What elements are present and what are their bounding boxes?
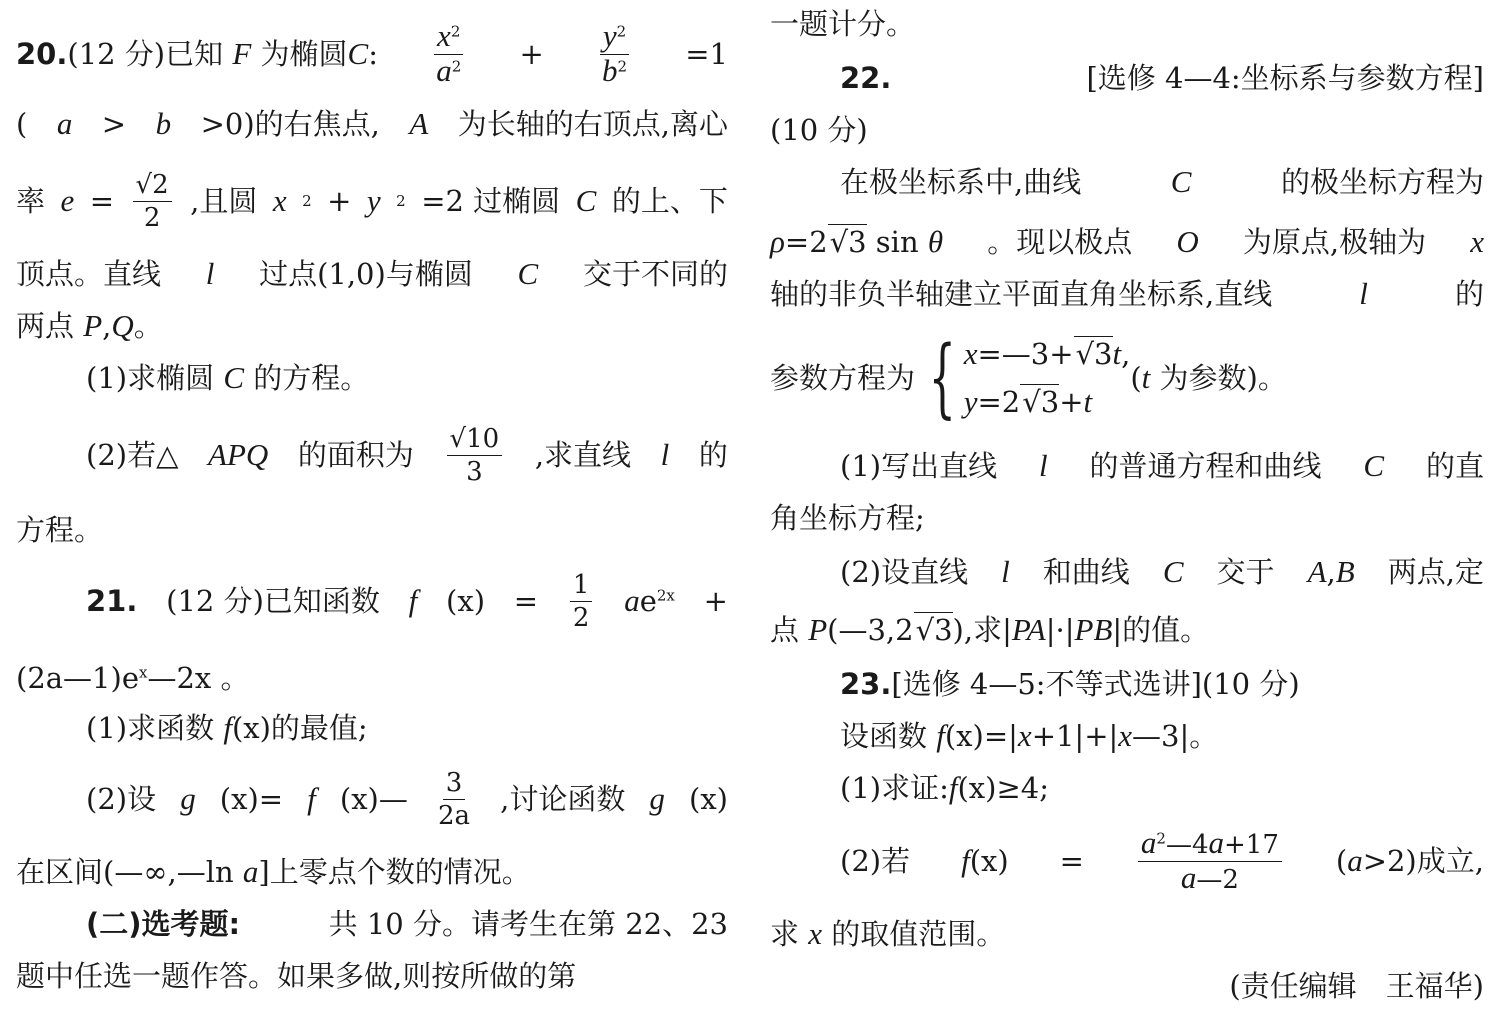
fraction-3-over-2a: $\frac{3}{2a}$	[437, 767, 471, 831]
q22-number: 22.	[840, 61, 892, 95]
fraction-sqrt2-over-2: $\frac{√2}{2}$	[133, 169, 172, 234]
q21-number: 21.	[86, 584, 138, 618]
q22-part-1-cont: 角坐标方程;	[770, 501, 925, 535]
q23-number: 23.	[840, 667, 892, 701]
q20-part-2-cont: 方程。	[16, 513, 104, 547]
selection-heading: (二)选考题: 共 10 分。请考生在第 22、23	[86, 907, 728, 941]
q20-line-5: 两点 P,Q。	[16, 308, 163, 343]
q21-part-2: (2)设 g (x)= f (x)— $\frac{3}{2a}$ ,讨论函数 g (x)	[86, 767, 728, 831]
q20-line-3: 率 e = $\frac{√2}{2}$ ,且圆 x 2 + y 2 =2 过椭圆 C 的上、下	[16, 169, 728, 233]
fraction-1-over-2: $\frac{1}{2}$	[570, 569, 593, 634]
selection-line-3: 一题计分。	[770, 7, 916, 41]
q21-part-1: (1)求函数 f(x)的最值;	[86, 710, 368, 745]
fraction-sqrt10-over-3: $\frac{√10}{3}$	[447, 423, 503, 488]
editor-credit: (责任编辑 王福华)	[1229, 969, 1484, 1003]
q22-line-4: 参数方程为 { x=—3+√3t, y=2√3+t (t 为参数)。	[770, 328, 1287, 428]
q23-part-2-cont: 求 x 的取值范围。	[770, 916, 1006, 951]
q21-part-2-cont: 在区间(—∞,—ln a]上零点个数的情况。	[16, 854, 531, 889]
q20-line-4: 顶点。直线 l 过点(1,0)与椭圆 C 交于不同的	[16, 256, 728, 291]
q20-number: 20.	[16, 37, 68, 71]
q20-part-2: (2)若△ APQ 的面积为 $\frac{√10}{3}$ ,求直线 l 的	[86, 423, 728, 487]
q20-part-1: (1)求椭圆 C 的方程。	[86, 360, 370, 395]
q23-heading: 23.[选修 4—5:不等式选讲](10 分)	[840, 667, 1300, 701]
fraction-x2-a2: $\frac{x^2}{a^2}$	[433, 20, 464, 89]
q22-line-1: 在极坐标系中,曲线 C 的极坐标方程为	[840, 164, 1484, 199]
q21-line-2: $(2a—1)e^x—2x$ 。	[16, 661, 250, 695]
q22-line-3: 轴的非负半轴建立平面直角坐标系,直线 l 的	[770, 276, 1484, 311]
q22-part-2-cont: 点 P(—3,2√3),求|PA|·|PB|的值。	[770, 612, 1210, 647]
fraction-quadratic: $\frac{a^2—4a+17}{a—2}$	[1138, 827, 1282, 896]
q22-part-1: (1)写出直线 l 的普通方程和曲线 C 的直	[840, 448, 1484, 483]
q21-line-1: 21. (12 分)已知函数 f (x) = $\frac{1}{2}$ $ae^{2x}$ +	[86, 569, 728, 633]
q22-line-2: ρ=2√3 sin θ 。现以极点 O 为原点,极轴为 x	[770, 224, 1484, 259]
q23-part-1: (1)求证:f(x)≥4;	[840, 770, 1049, 805]
q23-part-2: (2)若 f(x) = $\frac{a^2—4a+17}{a—2}$ (a>2)成立,	[840, 824, 1484, 895]
fraction-y2-b2: $\frac{y^2}{b^2}$	[599, 20, 630, 89]
q22-part-2: (2)设直线 l 和曲线 C 交于 A,B 两点,定	[840, 554, 1484, 589]
q20-line-1: 20.(12 分)已知 F 为椭圆C: $\frac{x^2}{a^2}$ + $\frac{y^2}{b^2}$ =1	[16, 17, 728, 88]
parametric-system: { x=—3+√3t, y=2√3+t	[928, 328, 1131, 428]
q22-points: (10 分)	[770, 113, 868, 147]
q22-heading: 22. [选修 4—4:坐标系与参数方程]	[840, 58, 1484, 98]
selection-line-2: 题中任选一题作答。如果多做,则按所做的第	[16, 959, 577, 993]
q20-line-2: ( a > b >0)的右焦点, A 为长轴的右顶点,离心	[16, 106, 728, 141]
q23-line-1: 设函数 f(x)=|x+1|+|x—3|。	[840, 718, 1219, 753]
